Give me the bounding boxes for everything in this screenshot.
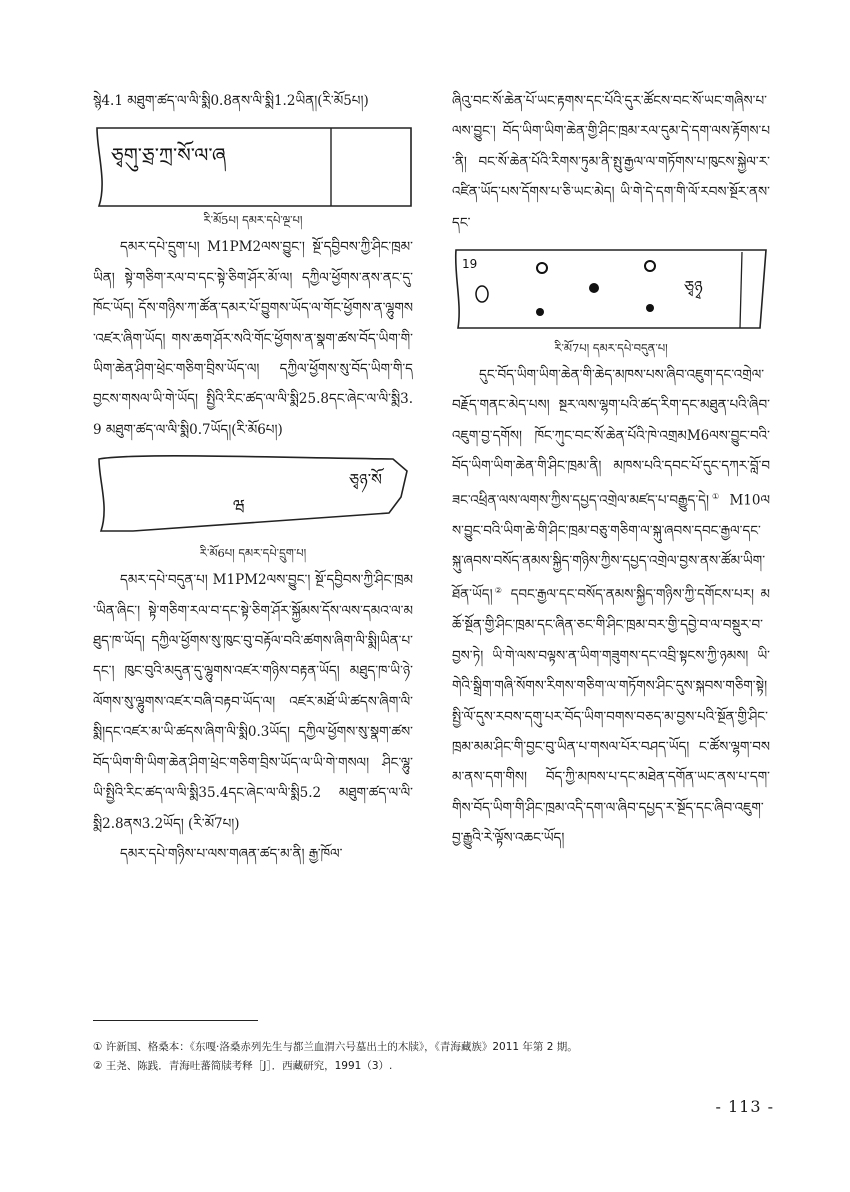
left-column — [93, 86, 413, 869]
figure-5-inscription: ཅྭགུ་ཅྲ་ཀྲ་སོ་ལ་ཞ — [111, 143, 227, 168]
figure-5-drawing — [93, 122, 413, 208]
right-paragraph-2-text: དུང་བོད་ཡིག་ཡིག་ཆེན་གི་ཆེད་མཁས་པས་ཞིབ་འཇུག་དང་འགྲེལ་བརྗོད་གནང་མེད་པས། སྔར་ལས་ལྷག་པའི་ཚད་རིག་དང་མཐུན་པའི་ཞིབ་འཇུག་བྱ་དགོས། ཁོང་ཀུང་བང་སོ་ཆེན་པོའི་ཁེ་འགྲམM6ལས་བྱུང་བའི་བོད་ཡིག་ཡིག་ཆེན་གི་ཤིང་ཁྲམ་ནི། མཁས་པའི་དབང་པོ་དུང་དཀར་བློ་བཟང་འཕྲིན་ལས་ལགས་ཀྱིས་དཔྱད་འགྲེལ་མཛད་པ་བརྒྱུད་དེ། — [452, 367, 770, 509]
right-paragraph-2-text-c: དབང་རྒྱལ་དང་བསོད་ནམས་སྐྱིད་གཉིས་ཀྱི་དགོངས་པར། མཆོ་སྔོན་གྱི་ཤིང་ཁྲམ་དང་ཞིན་ཅང་གི་ཤིང་ཁྲམ་བར་གྱི་དབྱེ་བ་ལ་བསྡུར་བ་བྱས་ཏེ། ཡི་གེ་ལས་བལྟས་ན་ཡིག་གཟུགས་དང་འབྲི་སྟངས་ཀྱི་ཉམས། ཡི་གེའི་སྒྲིག་གཞི་སོགས་རིགས་གཅིག་ལ་གཏོགས་ཤིང་དུས་སྐབས་གཅིག་སྟེ། སྤྱི་ལོ་དུས་རབས་དགུ་པར་བོད་ཡིག་བགས་བཅད་མ་བྱས་པའི་སྔོན་གྱི་ཤིང་ཁྲམ་མམ་ཤིང་གི་བྱང་བུ་ཡིན་པ་གསལ་པོར་བཤད་ཡོད། ང་ཚོས་ལྷག་བསམ་ནས་དག་གིས། བོད་ཀྱི་མཁས་པ་དང་མཐེན་དགོན་ཡང་ནས་པ་དག་གིས་བོད་ཡིག་གི་ཤིང་ཁྲམ་འདི་དག་ལ་ཞིབ་དཔྱད་ར་སྔོད་དང་ཞིབ་འཇུག་བྱ་རྒྱུའི་རེ་ལྟོས་འཆང་ཡོད། — [452, 586, 770, 847]
figure-7-inscription: ཅྭཉྭ — [684, 277, 703, 297]
figure-6-inscription: ཅྭཉ་སོ — [349, 470, 382, 490]
figure-7 — [452, 244, 770, 358]
footnote-2: ② 王尧、陈践．青海吐蕃简牍考释［J］．西藏研究，1991（3）. — [93, 1060, 393, 1072]
footnote-ref-2[interactable]: ② — [492, 586, 505, 596]
figure-5-caption: རི་མོ5པ། དམར་དཔེ་ལྔ་པ། — [203, 213, 303, 228]
right-paragraph-1: ཞིའུ་བང་སོ་ཆེན་པོ་ཡང་རྟགས་དང་པོའི་དུར་ཚོངས་བང་སོ་ཡང་གཞིས་པ་ལས་བྱུང་། བོད་ཡིག་ཡིག་ཆེན་གྱི་ཤིང་ཁྲམ་རལ་དུམ་དེ་དག་ལས་རྟོགས་པ་ནི། བང་སོ་ཆེན་པོའི་རིགས་ཏུམ་ནི་སྤུ་རྒྱལ་ལ་གཏོགས་པ་ཁུངས་སྐྱེལ་ར་འཛིན་ཡོད་པས་དོགས་པ་ཅི་ཡང་མེད། ཡི་གེ་དེ་དག་གི་ལོ་རབས་སྔོར་ནས་དང་ — [452, 93, 770, 231]
figure-6-mark: ཝ — [233, 496, 245, 516]
footnote-ref-1[interactable]: ① — [708, 491, 723, 501]
figure-6 — [93, 451, 413, 563]
figure-5 — [93, 122, 413, 230]
intro-line: སྙེ4.1 མཐུག་ཚད་ལ་ལི་སྨི0.8ནས་ལི་སྨི1.2ཡིན།(རི་མོ5པ།) — [93, 93, 369, 109]
footnotes — [93, 1038, 773, 1076]
paragraph-3-start: དམར་དཔེ་གཉིས་པ་ལས་གཞན་ཚད་མ་ནི། རྒྱ་ཁོལ་ — [120, 845, 343, 862]
figure-7-caption: རི་མོ7པ། དམར་དཔེ་བདུན་པ། — [554, 341, 668, 356]
right-column — [452, 86, 770, 854]
footnote-1: ① 许新国、格桑本：《东嘎·洛桑赤列先生与都兰血渭六号墓出土的木牍》，《青海藏族》2011 年第 2 期。 — [93, 1041, 578, 1053]
footnote-divider — [93, 1020, 258, 1021]
figure-6-drawing — [93, 451, 413, 541]
page-number: - 113 - — [715, 1097, 774, 1116]
figure-7-drawing — [452, 244, 770, 336]
paragraph-1: དམར་དཔེ་དྲུག་པ། M1PM2ལས་བྱུང་། སྔོ་དབྱིབས་ཀྱི་ཤིང་ཁྲམ་ཡིན། སྟེ་གཅིག་རལ་བ་དང་སྟེ་ཅིག་ཤོར་མོ་ལ། དཀྱིལ་ཕྱོགས་ནས་ནང་དུ་ཁོང་ཡོད། དོས་གཉིས་ཀ་ཚོན་དམར་པོ་བྱུགས་ཡོད་ལ་གོང་ཕྱོགས་ན་ལྷུགས་འཛར་ཞིག་ཡོད། གས་ཆག་ཤོར་སའི་གོང་ཕྱོགས་ན་སྣག་ཚས་བོད་ཡིག་གི་ཡིག་ཆེན་ཤིག་ཕྲེང་གཅིག་བྲིས་ཡོད་ལ། དཀྱིལ་ཕྱོགས་སུ་བོད་ཡིག་གི་དབྱངས་གསལ་ཡི་གེ་ཡོད། སྤྱིའི་རིང་ཚད་ལ་ལི་སྨི25.8དང་ཞེང་ལ་ལི་སྨི3.9 མཐུག་ཚད་ལ་ལི་སྨི0.7ཡོད།(རི་མོ6པ།) — [93, 239, 413, 438]
right-paragraph-2 — [452, 360, 770, 854]
right-paragraph-2-text-b: M10ལས་བྱུང་བའི་ཡིག་ཆེ་གི་ཤིང་ཁྲམ་བཅུ་གཅིག་ལ་སྐུ་ཞབས་དབང་རྒྱལ་དང་སྐུ་ཞབས་བསོད་ནམས་སྐྱིད་གཉིས་ཀྱིས་དཔྱད་འགྲེལ་བྱས་ནས་ཚོམ་ཡིག་ཐོན་ཡོད། — [452, 492, 771, 603]
paragraph-2: དམར་དཔེ་བདུན་པ། M1PM2ལས་བྱུང་། སྔོ་དབྱིབས་ཀྱི་ཤིང་ཁྲམ་ཡིན་ཞིང་། སྟེ་གཅིག་རལ་བ་དང་སྟེ་ཅིག་ཤོར་སྐྱོམས་དོས་ལས་དམའ་ལ་མཐུད་ཁ་ཡོད། དཀྱིལ་ཕྱོགས་སུ་ཁུང་བུ་བརྟོལ་བའི་ཚགས་ཞིག་ལི་སྨི།ཡིན་པ་དང་། ཁུང་བུའི་མདུན་དུ་ལྷུགས་འཛར་གཉིས་བརྟན་ཡོད། མཐུད་ཁ་ཡི་ཉེ་ལོགས་སུ་ལྷུགས་འཛར་བཞི་བརྟབ་ཡོད་ལ། འཛར་མཐོ་ཡི་ཚདས་ཞིག་ལི་སྨི།དང་འཛར་མ་ཡི་ཚདས་ཞིག་ལི་སྨི0.3ཡོད། དཀྱིལ་ཕྱོགས་སུ་སྣག་ཚས་བོད་ཡིག་གི་ཡིག་ཆེན་ཤིག་ཕྲེང་གཅིག་བྲིས་ཡོད་ལ་ཡི་གེ་གསལ། ཤིང་ལྷུ་ཡི་སྤྱིའི་རིང་ཚད་ལ་ལི་སྨི35.4དང་ཞེང་ལ་ལི་སྨི5.2 མཐུག་ཚད་ལ་ལི་སྨི2.8ནས3.2ཡོད། (རི་མོ7པ།) — [93, 572, 413, 832]
figure-7-number: 19 — [462, 257, 478, 272]
figure-6-caption: རི་མོ6པ། དམར་དཔེ་དྲུག་པ། — [199, 546, 307, 561]
